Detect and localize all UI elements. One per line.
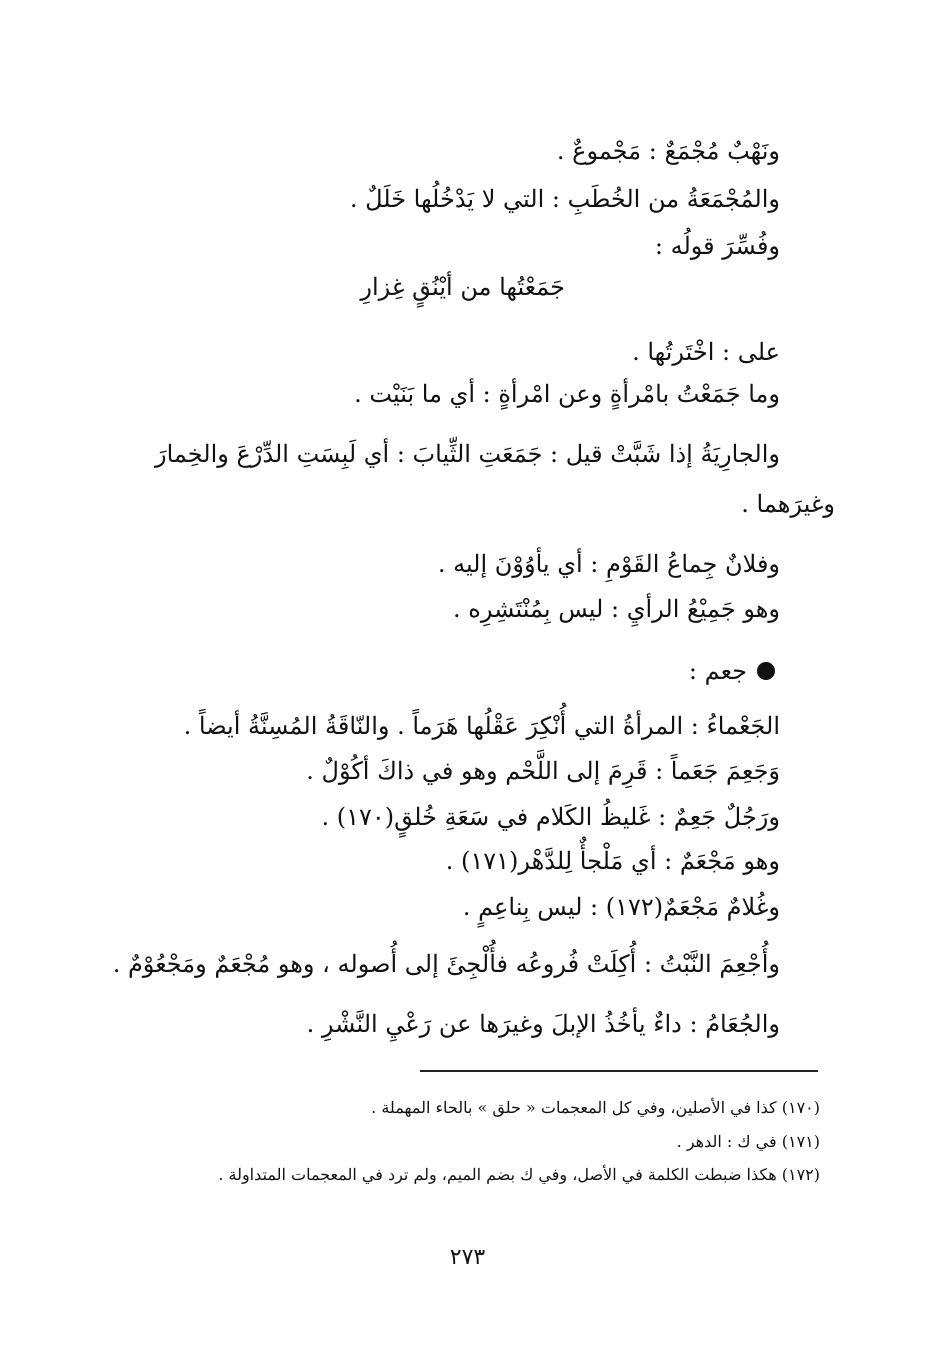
entry-line: وَجَعِمَ جَعَماً : قَرِمَ إلى اللَّحْم وهو في ذاكَ أكُوْلٌ . xyxy=(306,757,780,785)
entry-line-continuation: وغيرَهما . xyxy=(741,490,835,518)
footnote: (١٧٢) هكذا ضبطت الكلمة في الأصل، وفي ك بضم الميم، ولم ترد في المعجمات المتداولة . xyxy=(218,1165,820,1184)
bullet-icon xyxy=(757,662,775,680)
entry-line: الجَعْماءُ : المرأةُ التي أُنْكِرَ عَقْلُها هَرَماً . والنّاقَةُ المُسِنَّةُ أيضاً . xyxy=(183,712,780,740)
entry-line: ورَجُلٌ جَعِمٌ : غَليظُ الكَلام في سَعَةِ خُلقٍ(١٧٠) . xyxy=(321,803,780,831)
poem-verse: جَمَعْتُها من أيْنُقٍ غِزارِ xyxy=(360,273,565,301)
entry-line: ونَهْبٌ مُجْمَعٌ : مَجْموعٌ . xyxy=(556,137,780,165)
entry-line: وهو جَمِيْعُ الرأيِ : ليس بِمُنْتَشِرِه . xyxy=(453,595,780,623)
footnote: (١٧١) في ك : الدهر . xyxy=(676,1132,820,1151)
section-heading-label: جعم : xyxy=(688,657,747,685)
entry-line: والمُجْمَعَةُ من الخُطَبِ : التي لا يَدْخُلُها خَلَلٌ . xyxy=(349,185,780,213)
entry-line: على : اخْتَرتُها . xyxy=(632,338,780,366)
entry-line: وهو مَجْعَمٌ : أي مَلْجأٌ لِلدَّهْر(١٧١) . xyxy=(445,847,780,875)
entry-line: وفلانٌ جِماعُ القَوْمِ : أي يأوُوْنَ إليه . xyxy=(437,550,780,578)
entry-line: وغُلامٌ مَجْعَمٌ(١٧٢) : ليس بِناعِمٍ . xyxy=(462,893,780,921)
page-number: ٢٧٣ xyxy=(449,1245,486,1270)
entry-line: وأُجْعِمَ النَّبْتُ : أُكِلَتْ فُروعُه فأُلْجِئَ إلى أُصوله ، وهو مُجْعَمٌ ومَجْعُوْمٌ . xyxy=(112,950,780,978)
entry-line: والجارِيَةُ إذا شَبَّتْ قيل : جَمَعَتِ الثِّيابَ : أي لَبِسَتِ الدِّرْعَ والخِمارَ xyxy=(155,440,780,468)
footnote: (١٧٠) كذا في الأصلين، وفي كل المعجمات « حلق » بالحاء المهملة . xyxy=(371,1098,820,1117)
entry-line: وما جَمَعْتُ بامْرأةٍ وعن امْرأةٍ : أي ما بَنَيْت . xyxy=(354,380,780,408)
section-heading xyxy=(689,657,775,686)
entry-line: والجُعَامُ : داءٌ يأخُذُ الإبلَ وغيرَها عن رَعْيِ النَّشْرِ . xyxy=(306,1010,780,1038)
entry-line: وفُسِّرَ قولُه : xyxy=(654,232,780,260)
footnote-separator xyxy=(420,1070,818,1072)
